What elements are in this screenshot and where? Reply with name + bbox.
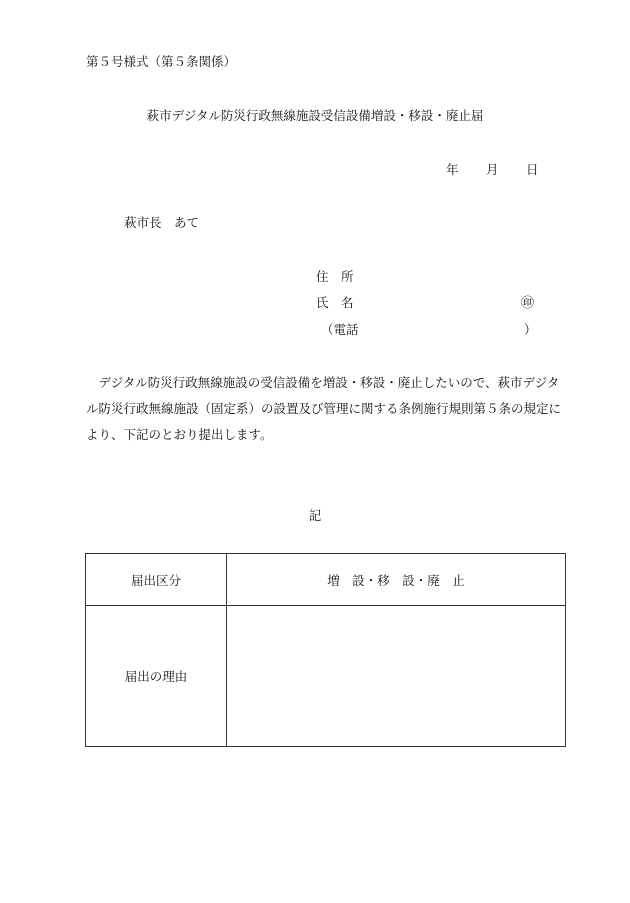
notification-reason-field[interactable] bbox=[227, 606, 566, 747]
date-month-label: 月 bbox=[486, 162, 499, 177]
ki-heading: 記 bbox=[308, 508, 322, 523]
addressee: 萩市長 あて bbox=[124, 215, 200, 230]
notification-table bbox=[85, 553, 566, 747]
date-line bbox=[446, 160, 539, 178]
document-title: 萩市デジタル防災行政無線施設受信設備増設・移設・廃止届 bbox=[146, 108, 484, 123]
applicant-phone-close: ） bbox=[524, 322, 537, 337]
applicant-phone-label: （電話 bbox=[321, 322, 359, 337]
notification-category-value: 増 設・移 設・廃 止 bbox=[227, 554, 566, 606]
seal-mark: ㊞ bbox=[521, 296, 535, 311]
applicant-name-label: 氏 名 bbox=[316, 295, 354, 310]
date-day-label: 日 bbox=[526, 162, 539, 177]
table-row bbox=[86, 606, 566, 747]
notification-category-label: 届出区分 bbox=[86, 554, 227, 606]
notification-reason-label: 届出の理由 bbox=[86, 606, 227, 747]
body-text: デジタル防災行政無線施設の受信設備を増設・移設・廃止したいので、萩市デジタル防災行政無線施設（固定系）の設置及び管理に関する条例施行規則第５条の規定により、下記のとおり提出します。 bbox=[86, 375, 562, 442]
form-number: 第５号様式（第５条関係） bbox=[86, 54, 237, 69]
applicant-address-label: 住 所 bbox=[316, 269, 354, 284]
table-row bbox=[86, 554, 566, 606]
date-year-label: 年 bbox=[446, 162, 459, 177]
